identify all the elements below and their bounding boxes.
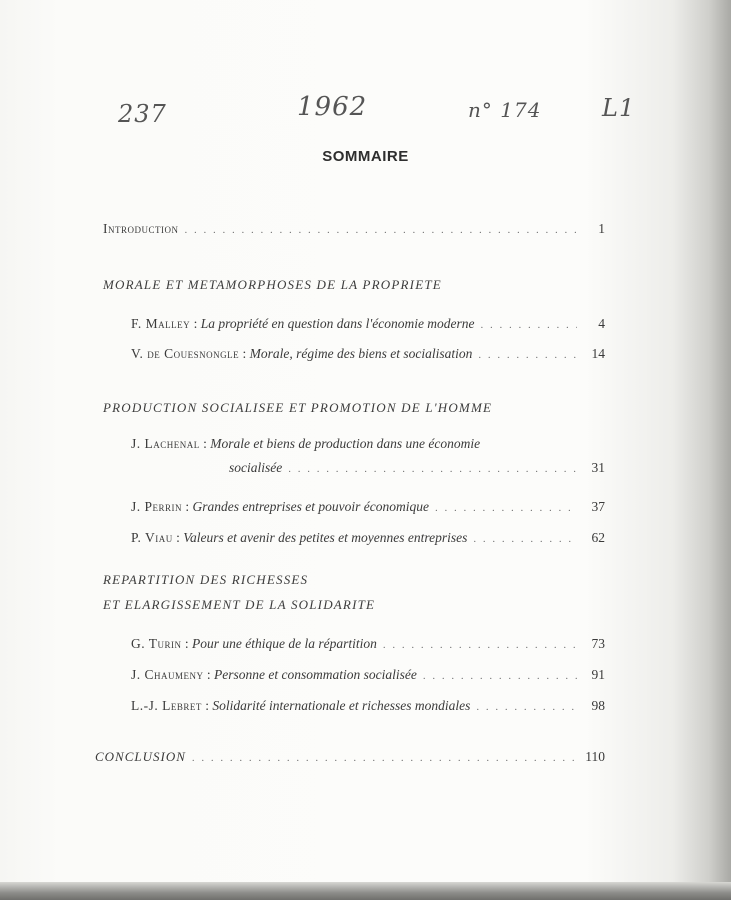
handwritten-year: 1962 (297, 92, 368, 122)
page-number: 110 (585, 749, 605, 764)
toc-entry: J. Perrin : Grandes entreprises et pouvoir économique . . . 37 (131, 499, 605, 515)
toc-label: CONCLUSION (95, 749, 186, 764)
toc-entry: L.-J. Lebret : Solidarité internationale et richesses mondiales . . . 98 (131, 698, 605, 714)
toc-title: Morale et biens de production dans une économie (210, 436, 481, 451)
toc-entry-conclusion (95, 749, 605, 765)
toc-entry-introduction (103, 221, 605, 237)
page-number: 4 (598, 316, 605, 331)
leader-dots (435, 502, 577, 514)
handwritten-reference: n° 174 (468, 98, 542, 122)
toc-label: Introduction (103, 221, 179, 236)
toc-author: J. Chaumeny (131, 667, 204, 682)
page-number: 31 (591, 460, 605, 475)
toc-title: La propriété en question dans l'économie moderne (200, 316, 475, 331)
toc-entry: J. Lachenal : Morale et biens de production dans une économie (131, 436, 481, 451)
page-bottom-edge (0, 882, 731, 900)
section-heading-line2: ET ELARGISSEMENT DE LA SOLIDARITE (103, 597, 376, 612)
leader-dots (476, 701, 577, 713)
toc-title: Pour une éthique de la répartition (192, 636, 377, 651)
toc-entry: V. de Couesnongle : Morale, régime des biens et socialisation . . . 14 (131, 346, 605, 362)
toc-entry: F. Malley : La propriété en question dans l'économie moderne . . . 4 (131, 316, 605, 332)
toc-title: Grandes entreprises et pouvoir économique (192, 499, 429, 514)
leader-dots (423, 670, 577, 682)
toc-title: Valeurs et avenir des petites et moyennes entreprises (183, 530, 468, 545)
section-heading: REPARTITION DES RICHESSES (103, 572, 309, 587)
page-number: 73 (591, 636, 605, 651)
handwritten-number: 237 (118, 100, 167, 128)
toc-author: G. Turin (131, 636, 182, 651)
leader-dots (185, 224, 578, 236)
leader-dots (478, 349, 577, 361)
leader-dots (383, 639, 577, 651)
page-number: 91 (591, 667, 605, 682)
leader-dots (288, 463, 577, 475)
page-number: 37 (591, 499, 605, 514)
toc-author: V. de Couesnongle (131, 346, 240, 361)
toc-entry: G. Turin : Pour une éthique de la répartition . . . 73 (131, 636, 605, 652)
toc-author: J. Lachenal (131, 436, 200, 451)
toc-author: P. Viau (131, 530, 173, 545)
page-number: 98 (591, 698, 605, 713)
toc-entry: P. Viau : Valeurs et avenir des petites et moyennes entreprises . . . 62 (131, 530, 605, 546)
toc-author: L.-J. Lebret (131, 698, 202, 713)
toc-title: Personne et consommation socialisée (214, 667, 417, 682)
toc-title: Solidarité internationale et richesses mondiales (212, 698, 471, 713)
page-number: 62 (591, 530, 605, 545)
toc-author: F. Malley (131, 316, 191, 331)
toc-author: J. Perrin (131, 499, 183, 514)
toc-title: Morale, régime des biens et socialisation (249, 346, 473, 361)
section-heading: PRODUCTION SOCIALISEE ET PROMOTION DE L'HOMME (103, 400, 493, 415)
page-number: 1 (598, 221, 605, 236)
page-number: 14 (591, 346, 605, 361)
toc-entry: J. Chaumeny : Personne et consommation socialisée . . . 91 (131, 667, 605, 683)
page-title: SOMMAIRE (322, 148, 409, 165)
leader-dots (192, 752, 577, 764)
section-heading: MORALE ET METAMORPHOSES DE LA PROPRIETE (103, 277, 442, 292)
toc-entry-continuation (229, 460, 605, 476)
toc-title-continuation: socialisée (229, 460, 283, 475)
handwritten-code: L1 (602, 94, 636, 122)
leader-dots (481, 319, 577, 331)
leader-dots (473, 533, 577, 545)
